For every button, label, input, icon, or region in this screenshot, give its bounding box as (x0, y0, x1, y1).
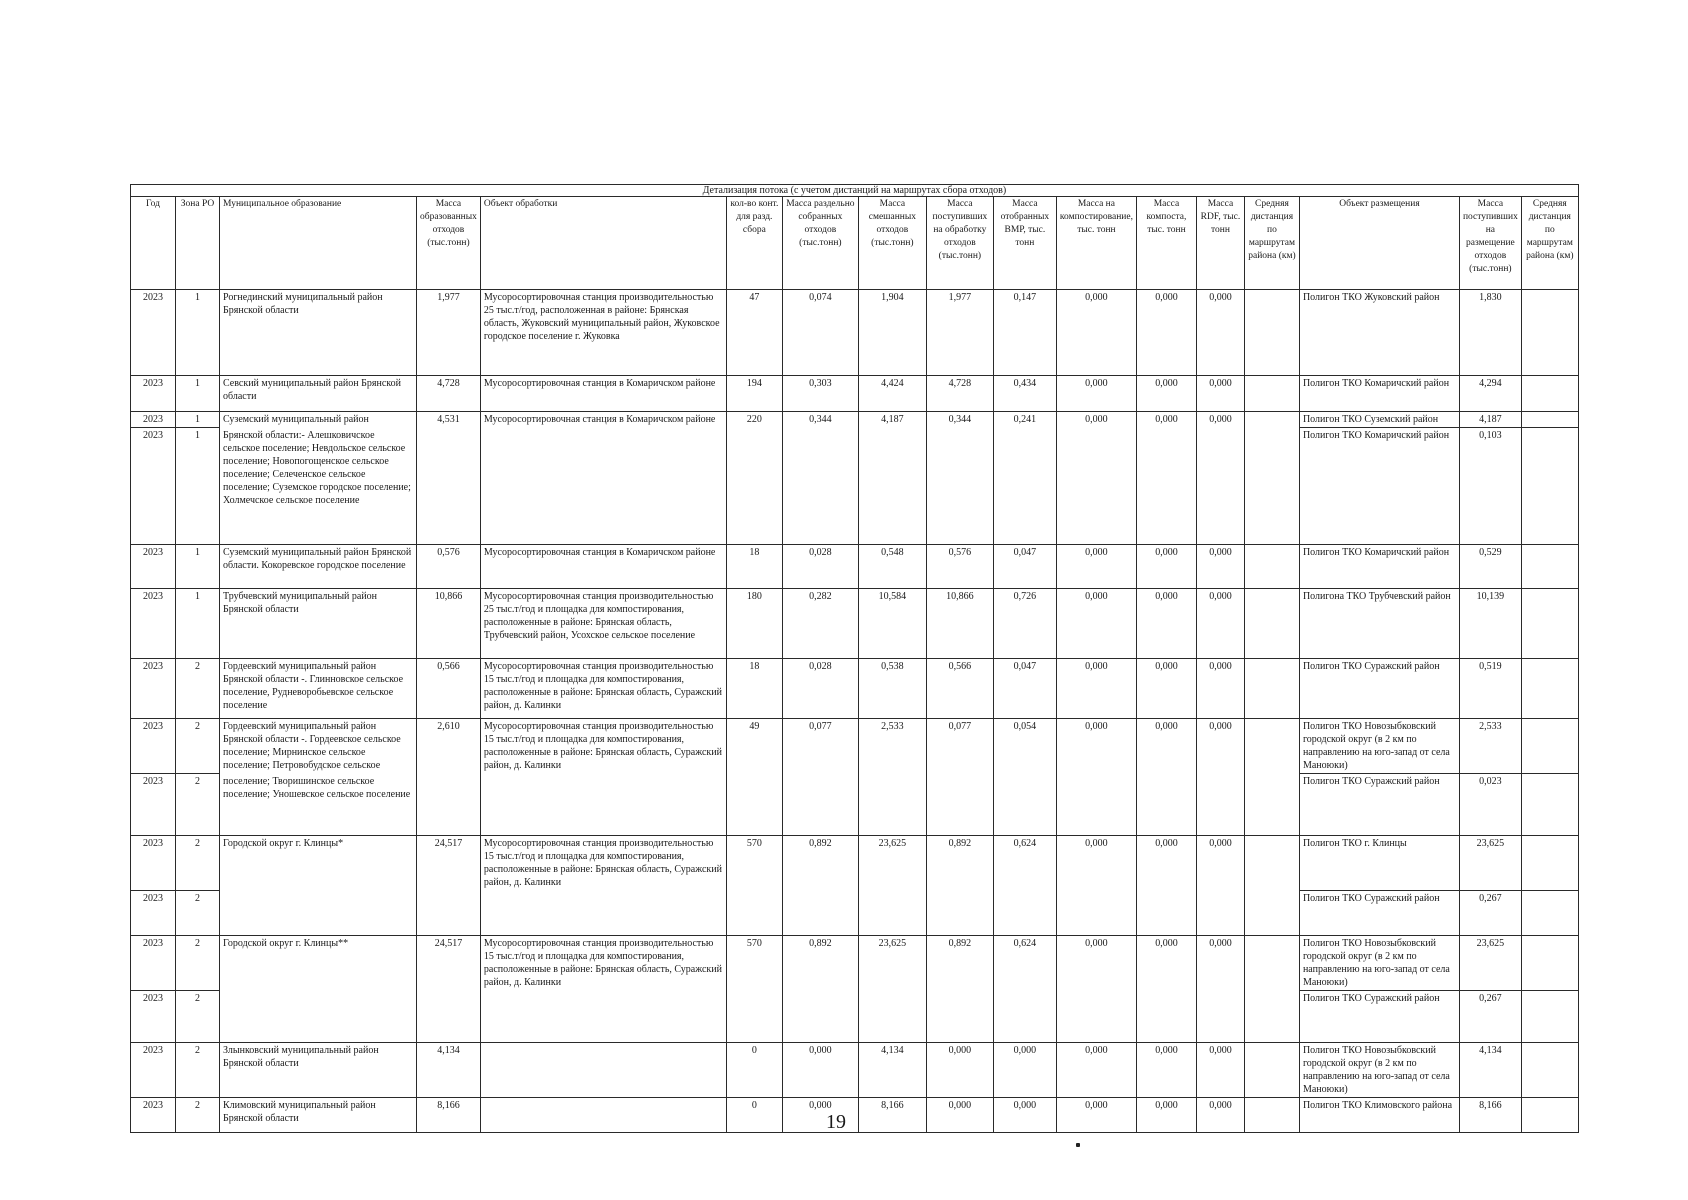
cell-vmr: 0,624 (993, 935, 1056, 990)
cell-year: 2023 (131, 935, 176, 990)
cell-comp: 0,000 (1056, 1042, 1136, 1097)
table-row (131, 659, 1579, 719)
header-cell: Год (131, 197, 176, 290)
cell-placed: 0,529 (1459, 545, 1521, 589)
cell-dist (1244, 545, 1299, 589)
cell-compost: 0,000 (1136, 935, 1196, 990)
cell-dist (1244, 990, 1299, 1042)
cell-sep: 0,892 (782, 836, 858, 891)
table-row (131, 719, 1579, 774)
cell-proc: 10,866 (926, 589, 993, 659)
cell-comp (1056, 774, 1136, 836)
cell-dist2 (1521, 290, 1578, 376)
cell-mass (417, 428, 481, 545)
cell-proc: 0,566 (926, 659, 993, 719)
table-row (131, 412, 1579, 428)
cell-zone: 2 (176, 1042, 220, 1097)
cell-vmr: 0,047 (993, 659, 1056, 719)
cell-dist (1244, 1042, 1299, 1097)
cell-comp: 0,000 (1056, 545, 1136, 589)
header-cell: Муниципальное образование (220, 197, 417, 290)
cell-dist (1244, 774, 1299, 836)
cell-cont (726, 428, 782, 545)
table-row (131, 990, 1579, 1042)
cell-year: 2023 (131, 659, 176, 719)
cell-mix: 23,625 (858, 836, 926, 891)
cell-vmr: 0,000 (993, 1042, 1056, 1097)
table-row (131, 1097, 1579, 1132)
cell-place: Полигон ТКО Комаричский район (1299, 376, 1459, 412)
cell-proc (926, 774, 993, 836)
header-cell: Средняя дистанция по маршрутам района (км) (1244, 197, 1299, 290)
cell-obj: Мусоросортировочная станция в Комаричском районе (480, 545, 726, 589)
cell-dist2 (1521, 1097, 1578, 1132)
cell-cont: 49 (726, 719, 782, 774)
cell-zone: 2 (176, 836, 220, 891)
table-header-row (131, 197, 1579, 290)
cell-dist2 (1521, 890, 1578, 935)
table-row (131, 890, 1579, 935)
cell-obj: Мусоросортировочная станция производительностью 15 тыс.т/год и площадка для компостирования, расположенные в районе: Брянская область, Суражский район, д. Калинки (480, 935, 726, 990)
cell-year: 2023 (131, 290, 176, 376)
cell-dist2 (1521, 376, 1578, 412)
cell-place: Полигон ТКО Комаричский район (1299, 545, 1459, 589)
cell-mo: Суземский муниципальный район (220, 412, 417, 428)
cell-comp: 0,000 (1056, 719, 1136, 774)
cell-rdf: 0,000 (1196, 376, 1244, 412)
header-cell: Масса поступивших на размещение отходов (тыс.тонн) (1459, 197, 1521, 290)
cell-mix: 4,134 (858, 1042, 926, 1097)
cell-compost (1136, 428, 1196, 545)
cell-place: Полигон ТКО Суражский район (1299, 659, 1459, 719)
cell-place: Полигон ТКО Новозыбковский городской округ (в 2 км по направлению на юго-запад от села Маноюки) (1299, 1042, 1459, 1097)
cell-rdf: 0,000 (1196, 412, 1244, 428)
cell-placed: 23,625 (1459, 836, 1521, 891)
cell-compost: 0,000 (1136, 376, 1196, 412)
cell-place: Полигона ТКО Трубчевский район (1299, 589, 1459, 659)
cell-obj: Мусоросортировочная станция в Комаричском районе (480, 412, 726, 428)
cell-comp (1056, 428, 1136, 545)
cell-vmr: 0,047 (993, 545, 1056, 589)
scan-speck (1076, 1143, 1080, 1147)
header-cell: Объект обработки (480, 197, 726, 290)
cell-proc: 0,576 (926, 545, 993, 589)
cell-mix: 10,584 (858, 589, 926, 659)
cell-vmr: 0,726 (993, 589, 1056, 659)
cell-proc: 0,344 (926, 412, 993, 428)
cell-cont: 570 (726, 935, 782, 990)
cell-year: 2023 (131, 990, 176, 1042)
cell-proc (926, 990, 993, 1042)
cell-proc: 4,728 (926, 376, 993, 412)
table-row (131, 589, 1579, 659)
cell-vmr: 0,624 (993, 836, 1056, 891)
cell-sep: 0,282 (782, 589, 858, 659)
cell-rdf (1196, 774, 1244, 836)
cell-obj (480, 428, 726, 545)
cell-mo: Трубчевский муниципальный район Брянской области (220, 589, 417, 659)
cell-place: Полигон ТКО Суражский район (1299, 990, 1459, 1042)
cell-dist2 (1521, 589, 1578, 659)
cell-rdf (1196, 428, 1244, 545)
table-row (131, 376, 1579, 412)
cell-obj: Мусоросортировочная станция в Комаричском районе (480, 376, 726, 412)
cell-obj (480, 774, 726, 836)
cell-mix: 23,625 (858, 935, 926, 990)
cell-year: 2023 (131, 1042, 176, 1097)
cell-year: 2023 (131, 589, 176, 659)
cell-mix (858, 990, 926, 1042)
cell-year: 2023 (131, 774, 176, 836)
table-row (131, 836, 1579, 891)
cell-cont (726, 890, 782, 935)
cell-mo: Суземский муниципальный район Брянской области. Кокоревское городское поселение (220, 545, 417, 589)
cell-cont: 194 (726, 376, 782, 412)
cell-place: Полигон ТКО Жуковский район (1299, 290, 1459, 376)
cell-sep: 0,303 (782, 376, 858, 412)
cell-obj: Мусоросортировочная станция производительностью 25 тыс.т/год и площадка для компостирования, расположенные в районе: Брянская область, Трубчевский район, Усохское сельское поселение (480, 589, 726, 659)
cell-obj (480, 990, 726, 1042)
cell-sep: 0,074 (782, 290, 858, 376)
cell-placed: 4,134 (1459, 1042, 1521, 1097)
cell-vmr: 0,147 (993, 290, 1056, 376)
cell-dist2 (1521, 545, 1578, 589)
cell-cont: 47 (726, 290, 782, 376)
cell-place: Полигон ТКО Новозыбковский городской округ (в 2 км по направлению на юго-запад от села Маноюки) (1299, 935, 1459, 990)
cell-mix (858, 890, 926, 935)
cell-vmr (993, 428, 1056, 545)
cell-dist2 (1521, 836, 1578, 891)
cell-compost: 0,000 (1136, 1042, 1196, 1097)
cell-mo: Брянской области:- Алешковичское сельское поселение; Невдольское сельское поселение; Новопогощенское сельское поселение; Селеченское сельское поселение; Суземское городское поселение; Холмечское сельское поселение (220, 428, 417, 545)
cell-place: Полигон ТКО Климовского района (1299, 1097, 1459, 1132)
cell-zone: 2 (176, 890, 220, 935)
table-row (131, 935, 1579, 990)
cell-placed: 0,519 (1459, 659, 1521, 719)
cell-cont: 0 (726, 1097, 782, 1132)
cell-dist (1244, 412, 1299, 428)
cell-compost (1136, 774, 1196, 836)
cell-compost (1136, 890, 1196, 935)
cell-sep: 0,028 (782, 545, 858, 589)
cell-mix: 4,424 (858, 376, 926, 412)
cell-dist (1244, 659, 1299, 719)
cell-cont (726, 774, 782, 836)
cell-placed: 0,267 (1459, 990, 1521, 1042)
cell-rdf: 0,000 (1196, 659, 1244, 719)
header-cell: Масса смешанных отходов (тыс.тонн) (858, 197, 926, 290)
table-row (131, 774, 1579, 836)
cell-compost: 0,000 (1136, 589, 1196, 659)
cell-placed: 2,533 (1459, 719, 1521, 774)
cell-mass: 4,134 (417, 1042, 481, 1097)
cell-place: Полигон ТКО Комаричский район (1299, 428, 1459, 545)
cell-dist2 (1521, 990, 1578, 1042)
cell-year: 2023 (131, 545, 176, 589)
cell-mix (858, 428, 926, 545)
cell-compost: 0,000 (1136, 836, 1196, 891)
cell-rdf: 0,000 (1196, 1097, 1244, 1132)
cell-dist (1244, 589, 1299, 659)
cell-comp: 0,000 (1056, 1097, 1136, 1132)
cell-mass: 4,728 (417, 376, 481, 412)
cell-mix: 0,538 (858, 659, 926, 719)
cell-cont: 180 (726, 589, 782, 659)
cell-comp: 0,000 (1056, 659, 1136, 719)
cell-cont: 570 (726, 836, 782, 891)
cell-zone: 1 (176, 428, 220, 545)
cell-placed: 4,187 (1459, 412, 1521, 428)
header-cell: Масса поступивших на обработку отходов (тыс.тонн) (926, 197, 993, 290)
cell-placed: 0,023 (1459, 774, 1521, 836)
cell-zone: 1 (176, 376, 220, 412)
header-cell: кол-во конт. для разд. сбора (726, 197, 782, 290)
cell-placed: 10,139 (1459, 589, 1521, 659)
cell-vmr: 0,434 (993, 376, 1056, 412)
cell-place: Полигон ТКО Суражский район (1299, 774, 1459, 836)
cell-rdf: 0,000 (1196, 935, 1244, 990)
cell-dist (1244, 428, 1299, 545)
cell-place: Полигон ТКО Новозыбковский городской округ (в 2 км по направлению на юго-запад от села Маноюки) (1299, 719, 1459, 774)
cell-placed: 4,294 (1459, 376, 1521, 412)
cell-mix: 4,187 (858, 412, 926, 428)
cell-zone: 1 (176, 589, 220, 659)
table-row (131, 290, 1579, 376)
cell-sep (782, 990, 858, 1042)
cell-obj (480, 890, 726, 935)
cell-mass: 2,610 (417, 719, 481, 774)
header-cell: Средняя дистанция по маршрутам района (км) (1521, 197, 1578, 290)
cell-mass: 0,576 (417, 545, 481, 589)
cell-sep (782, 428, 858, 545)
cell-dist2 (1521, 412, 1578, 428)
cell-rdf: 0,000 (1196, 719, 1244, 774)
cell-rdf: 0,000 (1196, 589, 1244, 659)
cell-mix: 2,533 (858, 719, 926, 774)
cell-zone: 2 (176, 935, 220, 990)
cell-sep: 0,892 (782, 935, 858, 990)
cell-placed: 1,830 (1459, 290, 1521, 376)
cell-vmr: 0,054 (993, 719, 1056, 774)
cell-mass (417, 990, 481, 1042)
cell-mass: 1,977 (417, 290, 481, 376)
header-cell: Масса раздельно собранных отходов (тыс.тонн) (782, 197, 858, 290)
cell-mix (858, 774, 926, 836)
cell-proc: 1,977 (926, 290, 993, 376)
cell-rdf: 0,000 (1196, 1042, 1244, 1097)
cell-mix: 8,166 (858, 1097, 926, 1132)
cell-rdf (1196, 990, 1244, 1042)
cell-cont: 18 (726, 545, 782, 589)
cell-mo: Городской округ г. Клинцы** (220, 935, 417, 990)
cell-dist2 (1521, 719, 1578, 774)
cell-proc: 0,077 (926, 719, 993, 774)
cell-rdf: 0,000 (1196, 836, 1244, 891)
cell-sep: 0,028 (782, 659, 858, 719)
cell-mo: Городской округ г. Клинцы* (220, 836, 417, 891)
cell-zone: 1 (176, 290, 220, 376)
table-row (131, 428, 1579, 545)
cell-obj: Мусоросортировочная станция производительностью 15 тыс.т/год и площадка для компостирования, расположенные в районе: Брянская область, Суражский район, д. Калинки (480, 719, 726, 774)
cell-rdf: 0,000 (1196, 290, 1244, 376)
cell-mo (220, 890, 417, 935)
cell-year: 2023 (131, 376, 176, 412)
cell-year: 2023 (131, 412, 176, 428)
cell-sep: 0,077 (782, 719, 858, 774)
cell-dist2 (1521, 935, 1578, 990)
cell-rdf (1196, 890, 1244, 935)
cell-compost: 0,000 (1136, 412, 1196, 428)
cell-vmr (993, 990, 1056, 1042)
cell-obj: Мусоросортировочная станция производительностью 25 тыс.т/год, расположенная в районе: Брянская область, Жуковский муниципальный район, Жуковское городское поселение г. Жуковка (480, 290, 726, 376)
cell-proc (926, 890, 993, 935)
cell-sep: 0,000 (782, 1042, 858, 1097)
cell-place: Полигон ТКО Суражский район (1299, 890, 1459, 935)
cell-comp: 0,000 (1056, 376, 1136, 412)
cell-vmr: 0,241 (993, 412, 1056, 428)
cell-dist2 (1521, 774, 1578, 836)
cell-dist (1244, 376, 1299, 412)
cell-compost: 0,000 (1136, 719, 1196, 774)
cell-proc: 0,892 (926, 836, 993, 891)
cell-sep: 0,000 (782, 1097, 858, 1132)
cell-zone: 2 (176, 1097, 220, 1132)
cell-comp: 0,000 (1056, 589, 1136, 659)
cell-compost: 0,000 (1136, 659, 1196, 719)
table-row (131, 545, 1579, 589)
cell-cont: 18 (726, 659, 782, 719)
cell-compost: 0,000 (1136, 1097, 1196, 1132)
cell-dist2 (1521, 659, 1578, 719)
header-cell: Масса RDF, тыс. тонн (1196, 197, 1244, 290)
cell-compost: 0,000 (1136, 545, 1196, 589)
cell-comp: 0,000 (1056, 935, 1136, 990)
cell-year: 2023 (131, 428, 176, 545)
cell-zone: 1 (176, 412, 220, 428)
cell-year: 2023 (131, 836, 176, 891)
cell-cont: 220 (726, 412, 782, 428)
cell-dist (1244, 719, 1299, 774)
cell-cont (726, 990, 782, 1042)
cell-mo: поселение; Творишинское сельское поселение; Уношевское сельское поселение (220, 774, 417, 836)
header-cell: Масса компоста, тыс. тонн (1136, 197, 1196, 290)
header-cell: Масса на компостирование, тыс. тонн (1056, 197, 1136, 290)
cell-proc: 0,892 (926, 935, 993, 990)
cell-dist (1244, 290, 1299, 376)
waste-flow-table (130, 184, 1579, 1133)
cell-obj: Мусоросортировочная станция производительностью 15 тыс.т/год и площадка для компостирования, расположенные в районе: Брянская область, Суражский район, д. Калинки (480, 659, 726, 719)
cell-proc (926, 428, 993, 545)
cell-mo: Севский муниципальный район Брянской области (220, 376, 417, 412)
cell-mix: 1,904 (858, 290, 926, 376)
cell-cont: 0 (726, 1042, 782, 1097)
cell-place: Полигон ТКО г. Клинцы (1299, 836, 1459, 891)
cell-comp (1056, 990, 1136, 1042)
cell-sep (782, 890, 858, 935)
cell-mo: Климовский муниципальный район Брянской области (220, 1097, 417, 1132)
cell-dist (1244, 1097, 1299, 1132)
cell-vmr: 0,000 (993, 1097, 1056, 1132)
cell-dist (1244, 935, 1299, 990)
cell-year: 2023 (131, 890, 176, 935)
table-caption: Детализация потока (с учетом дистанций на маршрутах сбора отходов) (131, 185, 1579, 197)
cell-dist2 (1521, 1042, 1578, 1097)
cell-sep: 0,344 (782, 412, 858, 428)
cell-mass: 24,517 (417, 836, 481, 891)
header-cell: Объект размещения (1299, 197, 1459, 290)
cell-dist (1244, 890, 1299, 935)
cell-zone: 2 (176, 659, 220, 719)
cell-mass: 24,517 (417, 935, 481, 990)
cell-mass: 4,531 (417, 412, 481, 428)
cell-mass: 0,566 (417, 659, 481, 719)
cell-obj: Мусоросортировочная станция производительностью 15 тыс.т/год и площадка для компостирования, расположенные в районе: Брянская область, Суражский район, д. Калинки (480, 836, 726, 891)
cell-zone: 2 (176, 990, 220, 1042)
cell-placed: 0,267 (1459, 890, 1521, 935)
cell-sep (782, 774, 858, 836)
cell-mass: 10,866 (417, 589, 481, 659)
cell-mo: Гордеевский муниципальный район Брянской области -. Глинновское сельское поселение, Рудневоробьевское сельское поселение (220, 659, 417, 719)
cell-mass: 8,166 (417, 1097, 481, 1132)
cell-zone: 2 (176, 719, 220, 774)
cell-dist2 (1521, 428, 1578, 545)
cell-dist (1244, 836, 1299, 891)
cell-place: Полигон ТКО Суземский район (1299, 412, 1459, 428)
header-cell: Масса отобранных ВМР, тыс. тонн (993, 197, 1056, 290)
cell-placed: 8,166 (1459, 1097, 1521, 1132)
cell-comp: 0,000 (1056, 412, 1136, 428)
cell-obj (480, 1097, 726, 1132)
cell-proc: 0,000 (926, 1097, 993, 1132)
cell-mo: Гордеевский муниципальный район Брянской области -. Гордеевское сельское поселение; Мирнинское сельское поселение; Петровобудское сельское (220, 719, 417, 774)
cell-mo: Рогнединский муниципальный район Брянской области (220, 290, 417, 376)
cell-mo: Злынковский муниципальный район Брянской области (220, 1042, 417, 1097)
cell-vmr (993, 774, 1056, 836)
cell-comp: 0,000 (1056, 836, 1136, 891)
page-number: 19 (826, 1111, 846, 1133)
header-cell: Зона РО (176, 197, 220, 290)
cell-mass (417, 774, 481, 836)
cell-year: 2023 (131, 719, 176, 774)
cell-placed: 23,625 (1459, 935, 1521, 990)
cell-proc: 0,000 (926, 1042, 993, 1097)
cell-zone: 2 (176, 774, 220, 836)
cell-obj (480, 1042, 726, 1097)
cell-mix: 0,548 (858, 545, 926, 589)
cell-placed: 0,103 (1459, 428, 1521, 545)
cell-mo (220, 990, 417, 1042)
table-row (131, 1042, 1579, 1097)
cell-comp (1056, 890, 1136, 935)
cell-comp: 0,000 (1056, 290, 1136, 376)
cell-year: 2023 (131, 1097, 176, 1132)
cell-mass (417, 890, 481, 935)
cell-vmr (993, 890, 1056, 935)
cell-rdf: 0,000 (1196, 545, 1244, 589)
cell-zone: 1 (176, 545, 220, 589)
cell-compost (1136, 990, 1196, 1042)
header-cell: Масса образованных отходов (тыс.тонн) (417, 197, 481, 290)
cell-compost: 0,000 (1136, 290, 1196, 376)
